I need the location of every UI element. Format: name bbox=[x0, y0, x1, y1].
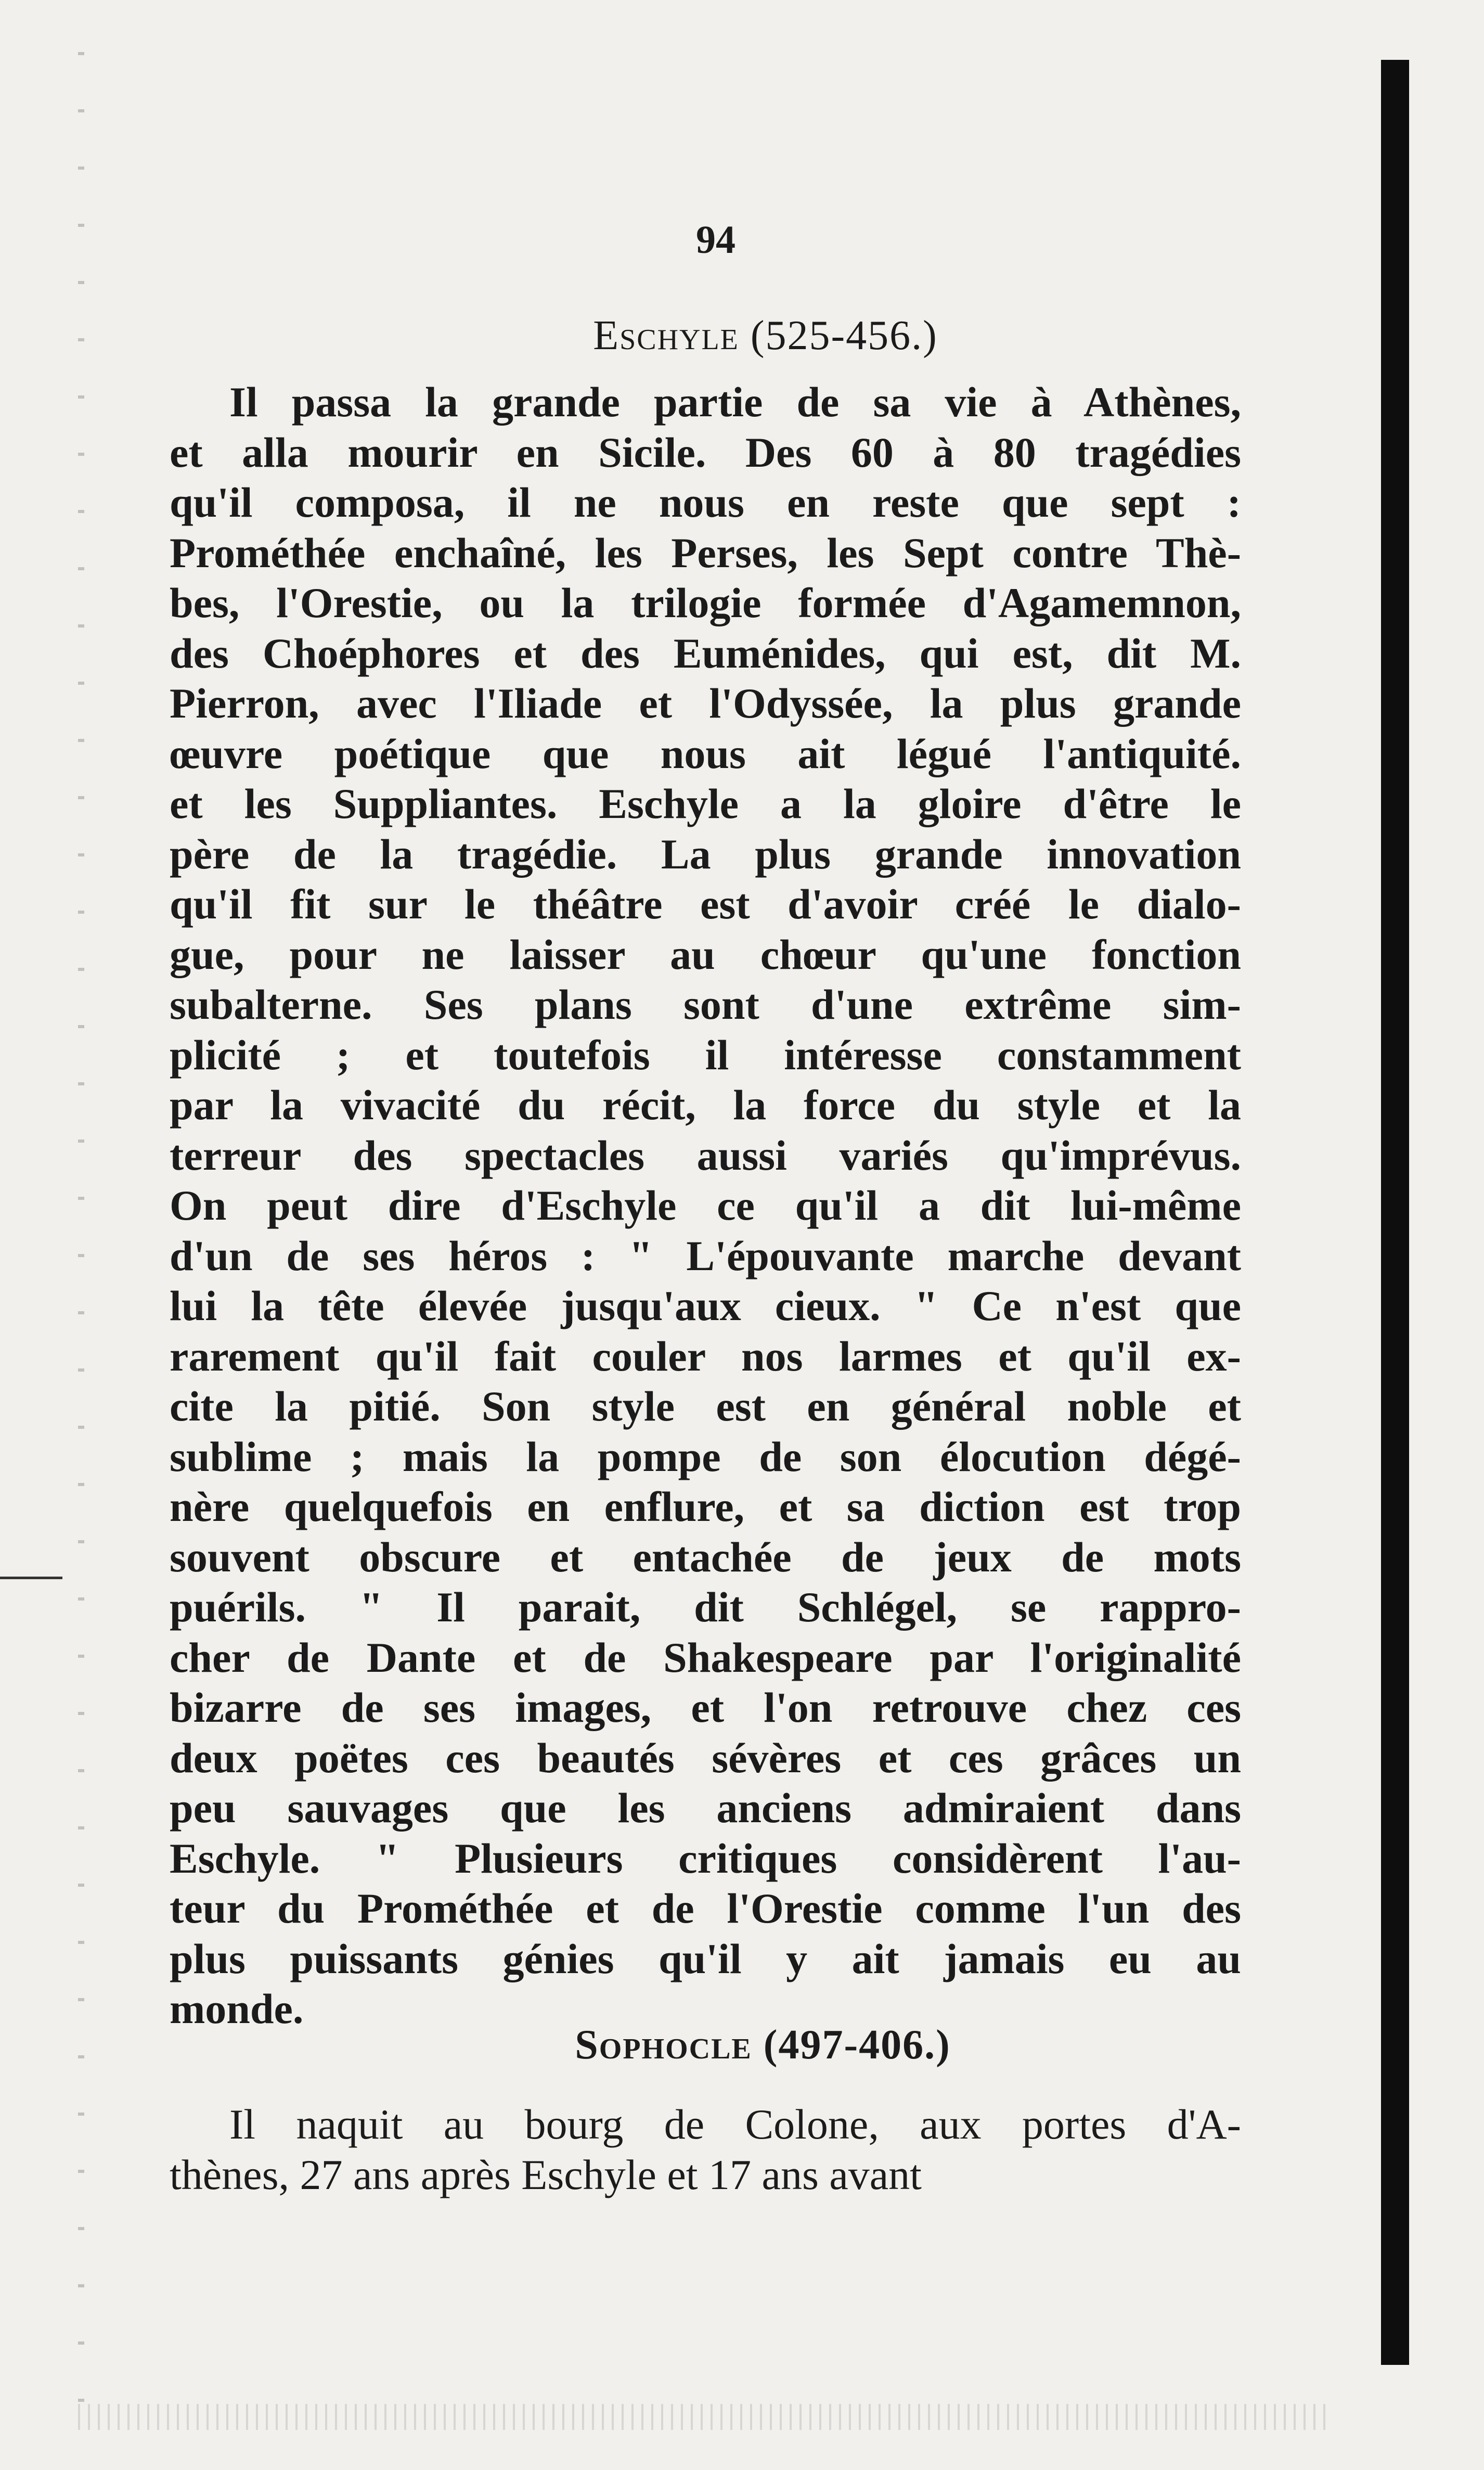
text-line: des Choéphores et des Euménides, qui est, dit M. bbox=[170, 629, 1241, 677]
text-line: Pierron, avec l'Iliade et l'Odyssée, la plus grande bbox=[170, 680, 1241, 727]
text-line: On peut dire d'Eschyle ce qu'il a dit lui-même bbox=[170, 1182, 1241, 1229]
heading-name: Eschyle bbox=[593, 313, 739, 359]
text-line: Eschyle. " Plusieurs critiques considèrent l'au- bbox=[170, 1834, 1241, 1882]
text-line: peu sauvages que les anciens admiraient dans bbox=[170, 1784, 1241, 1832]
text-line: sublime ; mais la pompe de son élocution dégé- bbox=[170, 1432, 1241, 1480]
text-line: plus puissants génies qu'il y ait jamais eu au bbox=[170, 1935, 1241, 1982]
text-line: plicité ; et toutefois il intéresse constamment bbox=[170, 1031, 1241, 1079]
text-line: qu'il fit sur le théâtre est d'avoir créé le dialo- bbox=[170, 880, 1241, 928]
text-line: souvent obscure et entachée de jeux de mots bbox=[170, 1533, 1241, 1581]
heading-dates: (525-456.) bbox=[750, 313, 938, 359]
text-line: lui la tête élevée jusqu'aux cieux. " Ce n'est que bbox=[170, 1282, 1241, 1329]
text-line: bes, l'Orestie, ou la trilogie formée d'Agamemnon, bbox=[170, 579, 1241, 626]
text-line: bizarre de ses images, et l'on retrouve chez ces bbox=[170, 1684, 1241, 1731]
text-line: subalterne. Ses plans sont d'une extrême sim- bbox=[170, 981, 1241, 1028]
text-line: qu'il composa, il ne nous en reste que sept : bbox=[170, 479, 1241, 526]
text-line: gue, pour ne laisser au chœur qu'une fonction bbox=[170, 930, 1241, 978]
text-line: d'un de ses héros : " L'épouvante marche devant bbox=[170, 1232, 1241, 1279]
heading-dates: (497-406.) bbox=[763, 2022, 951, 2068]
text-line: puérils. " Il parait, dit Schlégel, se rappro- bbox=[170, 1583, 1241, 1631]
text-line: deux poëtes ces beautés sévères et ces grâces un bbox=[170, 1734, 1241, 1782]
text-line: monde. bbox=[170, 1985, 304, 2032]
text-line: par la vivacité du récit, la force du style et la bbox=[170, 1081, 1241, 1129]
text-line: père de la tragédie. La plus grande innovation bbox=[170, 830, 1241, 878]
text-line: Il passa la grande partie de sa vie à Athènes, bbox=[229, 378, 1241, 426]
section-heading-eschyle bbox=[0, 312, 1484, 360]
text-line: Prométhée enchaîné, les Perses, les Sept contre Thè- bbox=[170, 529, 1241, 577]
paragraph-eschyle bbox=[170, 377, 1241, 2034]
text-line: et alla mourir en Sicile. Des 60 à 80 tragédies bbox=[170, 428, 1241, 476]
bottom-bleed-through bbox=[78, 2404, 1326, 2430]
right-edge-shadow bbox=[1381, 60, 1409, 2365]
text-line: rarement qu'il fait couler nos larmes et qu'il ex- bbox=[170, 1332, 1241, 1380]
paragraph-sophocle bbox=[170, 2100, 1241, 2200]
text-line: terreur des spectacles aussi variés qu'imprévus. bbox=[170, 1131, 1241, 1179]
text-line: et les Suppliantes. Eschyle a la gloire d'être le bbox=[170, 780, 1241, 827]
text-line: œuvre poétique que nous ait légué l'antiquité. bbox=[170, 730, 1241, 777]
page-number: 94 bbox=[696, 218, 735, 262]
text-line: Il naquit au bourg de Colone, aux portes d'A- bbox=[229, 2101, 1241, 2148]
section-heading-sophocle bbox=[0, 2021, 1484, 2069]
left-margin-speckles bbox=[78, 52, 84, 2446]
heading-name: Sophocle bbox=[575, 2022, 752, 2068]
text-line: thènes, 27 ans après Eschyle et 17 ans avant bbox=[170, 2151, 922, 2198]
text-line: teur du Prométhée et de l'Orestie comme l'un des bbox=[170, 1885, 1241, 1932]
left-margin-mark bbox=[0, 1577, 62, 1579]
text-line: nère quelquefois en enflure, et sa diction est trop bbox=[170, 1483, 1241, 1530]
text-line: cher de Dante et de Shakespeare par l'originalité bbox=[170, 1633, 1241, 1681]
text-line: cite la pitié. Son style est en général noble et bbox=[170, 1383, 1241, 1430]
